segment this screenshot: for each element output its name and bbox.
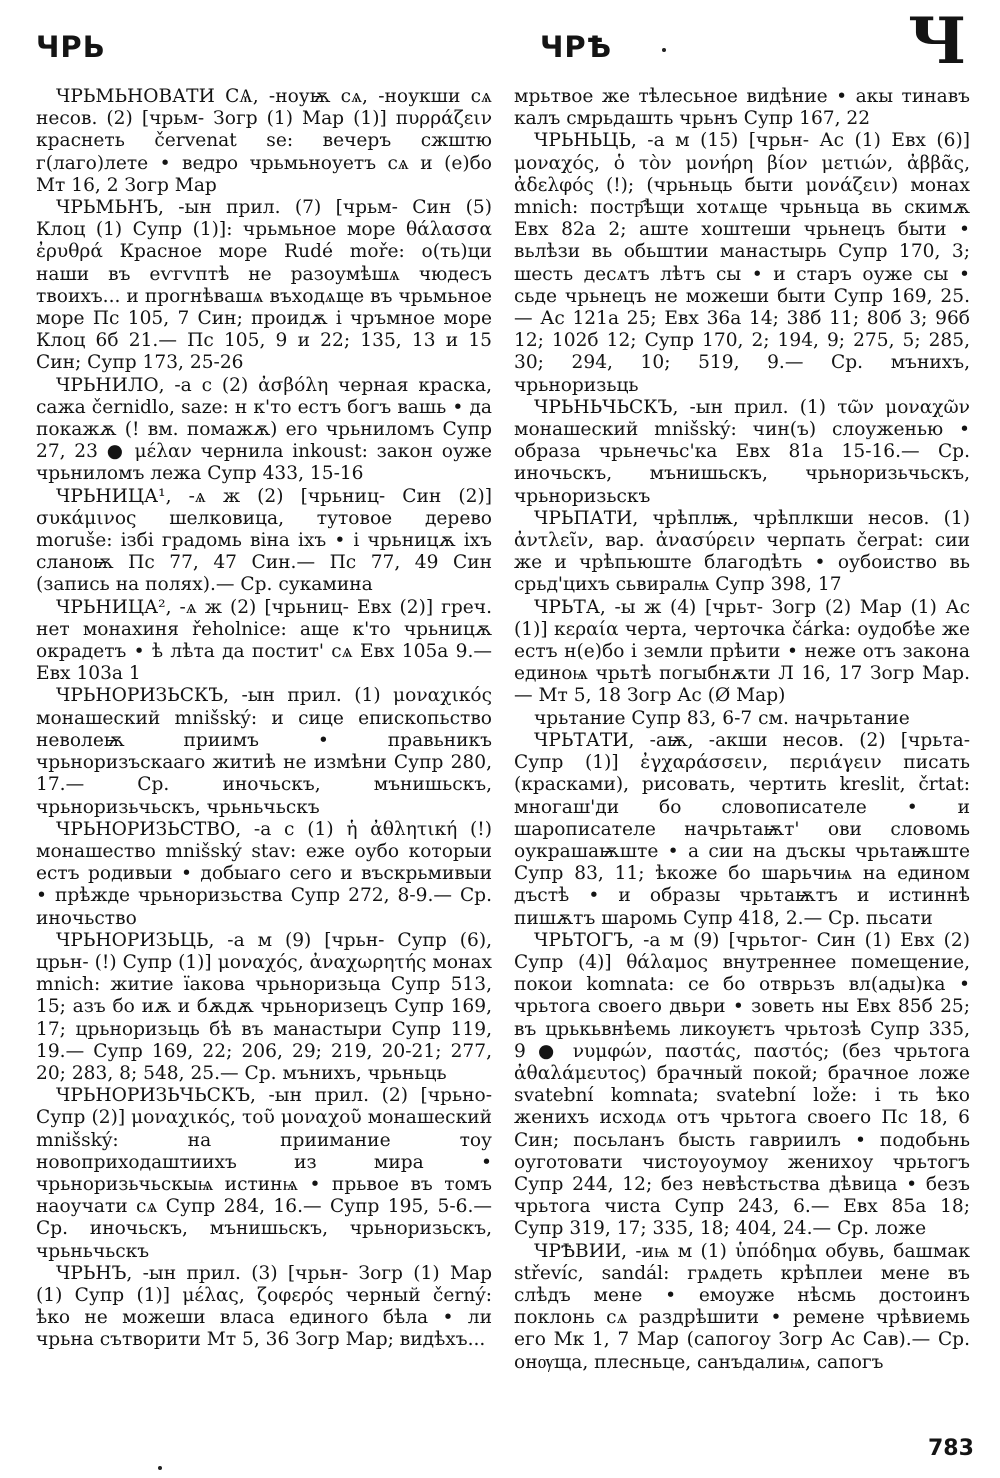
dictionary-entry: ЧРЬНОРИЗЬЧЬСКЪ, -ын прил. (2) [чрьно- Супр (2)] μοναχικός, τοῦ μοναχοῦ монашеский mnišský: на приимание тоу новоприходаштиихъ из мира • чрьноризьчьскыѩ истинѩ • прьвое въ томъ наоучати сѧ Супр 284, 16.— Супр 195, 5-6.— Ср. иночьскъ, мънишьскъ, чрьноризьскъ, чрьньчьскъ	[36, 1085, 492, 1262]
dictionary-entry: ЧРЬТАТИ, -аѭ, -акши несов. (2) [чрьта- Супр (1)] ἐγχαράσσειν, περιάγειν писать (красками), рисовать, чертить kreslit, črtat: многаш'ди бо словописателе • и шарописателе начрьтаѭт' ови словомь оукрашаѭште • а сии на дъскы чрьтаѭште Супр 83, 11; ѣкоже бо шарьчиѩ на едином дъстѣ • и образы чрьтаѭтъ и истиннѣ пишѫтъ шаромь Супр 418, 2.— Ср. пьсати	[514, 729, 970, 929]
dictionary-entry: ЧРЬПАТИ, чрѣплѭ, чрѣплкши несов. (1) ἀντλεῖν, вар. ἀνασύρειν черпать čerpat: сии же и чрѣпьюште благодѣть • оубоиство вь срьд'цихъ сьвиралѩ Супр 398, 17	[514, 507, 970, 596]
dictionary-entry: ЧРЬМЬНЪ, -ын прил. (7) [чрьм- Син (5) Клоц (1) Супр (1)]: чрьмьное море θάλασσα ἐρυθρά Красное море Rudé moře: о(ть)ци наши въ еѵгѵптѣ не разоумѣшѧ чюдесъ твоихъ... и прогнѣвашѧ въходѧще въ чрьмьное море Пс 105, 7 Син; проидѫ і чръмное море Клоц 6б 21.— Пс 105, 9 и 22; 135, 13 и 15 Син; Супр 173, 25-26	[36, 197, 492, 374]
section-letter: Ч	[908, 4, 967, 79]
dictionary-entry: ЧРЬНОРИЗЬСТВО, -а с (1) ἡ ἀθλητική (!) монашество mnišský stav: еже оубо которыи естъ родивыи • добыаго сего и въскрьмивыи • прѣжде чрьноризьства Супр 272, 8-9.— Ср. иночьство	[36, 818, 492, 929]
entry-continuation: мрьтвое же тѣлесьное видѣние • акы тинавъ калъ смрьдашть чрьнъ Супр 167, 22	[514, 86, 970, 130]
dictionary-entry: ЧРЬТОГЪ, -а м (9) [чрьтог- Син (1) Евх (2) Супр (4)] θάλαμος внутреннее помещение, покои komnata: се бо отврьзъ вл(ады)ка • чрьтога своего двьри • зоветь ны Евх 85б 25; въ црькьвнѣемь ликоуѥтъ чрьтозѣ Супр 335, 9 ● νυμφών, παστάς, παστός; (без чрьтога ἀθαλάμευτος) брачный покой; брачное ложе svatební komnata; svatební lože: і ть ѣко женихъ исходѧ отъ чрьтога своего Пс 18, 6 Син; посьланъ бысть гавриилъ • подобьнь оуготовати чистоуоумоу женихоу чрьтогъ Супр 244, 12; без невѣстьства дѣвица • безъ чрьтога чиста Супр 243, 6.— Евх 85а 18; Супр 319, 17; 335, 18; 404, 24.— Ср. ложе	[514, 929, 970, 1240]
center-running-headword: ЧРѢ	[540, 30, 613, 64]
footer-speck	[158, 1466, 162, 1470]
dictionary-entry: ЧРЬНОРИЗЬСКЪ, -ын прил. (1) μοναχικός монашеский mnišský: и сице епископьство неволеѭ приимъ • правьникъ чрьноризъскааго житиѣ не измѣни Супр 280, 17.— Ср. иночьскъ, мънишьскъ, чрьноризьчьскъ, чрьньчьскъ	[36, 685, 492, 818]
left-running-headword: ЧРЬ	[36, 30, 106, 64]
dictionary-entry: ЧРЬНЪ, -ын прил. (3) [чрьн- Зогр (1) Мар (1) Супр (1)] μέλας, ζοφερός черный černý: ѣко не можеши власа единого бѣла • ли чрьна сътворити Мт 5, 36 Зогр Мар; видѣхъ...	[36, 1262, 492, 1351]
dictionary-entry: ЧРЬНОРИЗЬЦЬ, -а м (9) [чрьн- Супр (6), црьн- (!) Супр (1)] μοναχός, ἀναχωρητής монах mnich: житие їакова чрьноризьца Супр 513, 15; азъ бо иѫ и бѫдѫ чрьноризецъ Супр 169, 17; црьноризьць бѣ въ манастыри Супр 119, 19.— Супр 169, 22; 206, 29; 219, 20-21; 277, 20; 283, 8; 548, 25.— Ср. мънихъ, чрьньць	[36, 929, 492, 1084]
dictionary-entry: ЧРЬНЬЦЬ, -а м (15) [чрьн- Ас (1) Евх (6)] μοναχός, ὁ τὸν μονήρη βίον μετιών, ἀββᾶς, ἀδελφός (!); (чрьньць быти μονάζειν) монах mnich: постр҄ѣщи хотѧще чрьньца вь скимѫ Евх 82а 2; аште хоштеши чрьнецъ быти • вьлѣзи вь обьштии манастырь Супр 170, 3; шесть десѧтъ лѣтъ сы • и старъ оуже сы • сьде чрьнецъ не можеши быти Супр 169, 25.— Ас 121а 25; Евх 36а 14; 38б 11; 80б 3; 96б 12; 102б 12; Супр 170, 2; 194, 9; 275, 5; 285, 30; 294, 10; 519, 9.— Ср. мънихъ, чрьноризьць	[514, 130, 970, 396]
header-speck	[662, 48, 666, 52]
dictionary-entry: ЧРѢВИИ, -иѩ м (1) ὑπόδημα обувь, башмак střevíc, sandál: грѧдеть крѣплеи мене въ слѣдъ мене • емоуже нѣсмь достоинъ поклонь сѧ раздрѣшити • ремене чрѣвиемь его Мк 1, 7 Мар (сапогоу Зогр Ас Сав).— Ср. онѹща, плесньце, санъдалиѩ, сапогъ	[514, 1240, 970, 1373]
dictionary-entry: ЧРЬНИЦА², -ѧ ж (2) [чрьниц- Евх (2)] греч. нет монахиня řeholnice: аще к'то чрьницѫ окрадетъ • ѣ лѣта да постит' сѧ Евх 105а 9.— Евх 103а 1	[36, 596, 492, 685]
dictionary-entry: ЧРЬТА, -ы ж (4) [чрьт- Зогр (2) Мар (1) Ас (1)] κεραία черта, черточка čárka: оудобѣе же естъ н(е)бо і земли прѣити • неже отъ закона единоѩ чрьтѣ погыбнѫти Л 16, 17 Зогр Мар.— Мт 5, 18 Зогр Ас (Ø Мар)	[514, 596, 970, 707]
running-header	[0, 0, 1000, 80]
dictionary-entry: ЧРЬНИЛО, -а с (2) ἀσβόλη черная краска, сажа černidlo, saze: н к'то естъ богъ вашь • да покажѫ (! вм. помажѫ) его чрьниломъ Супр 27, 23 ● μέλαν чернила inkoust: закон оуже чрьниломъ лежа Супр 433, 15-16	[36, 374, 492, 485]
cross-reference-entry: чрьтание Супр 83, 6-7 см. начрьтание	[534, 707, 910, 729]
right-column	[514, 86, 970, 1426]
dictionary-entry: ЧРЬНЬЧЬСКЪ, -ын прил. (1) τῶν μοναχῶν монашеский mnišský: чин(ъ) слоуженью • образа чрьнечьс'ка Евх 81а 15-16.— Ср. иночьскъ, мънишьскъ, чрьноризьчьскъ, чрьноризьскъ	[514, 396, 970, 507]
dictionary-entry: ЧРЬМЬНОВАТИ СѦ, -ноуѭ сѧ, -ноукши сѧ несов. (2) [чрьм- Зогр (1) Мар (1)] πυρράζειν краснеть červenat se: вечеръ сжштю г(лаго)лете • ведро чрьмьноуетъ сѧ и (е)бо Мт 16, 2 Зогр Мар	[36, 86, 492, 196]
page-number: 783	[928, 1436, 974, 1461]
dictionary-entry: ЧРЬНИЦА¹, -ѧ ж (2) [чрьниц- Син (2)] συκάμινος шелковица, тутовое дерево moruše: ізбі градомь віна іхъ • і чрьницѫ іхъ сланоѭ Пс 77, 47 Син.— Пс 77, 49 Син (запись на полях).— Ср. сукамина	[36, 485, 492, 596]
left-column	[36, 86, 492, 1426]
